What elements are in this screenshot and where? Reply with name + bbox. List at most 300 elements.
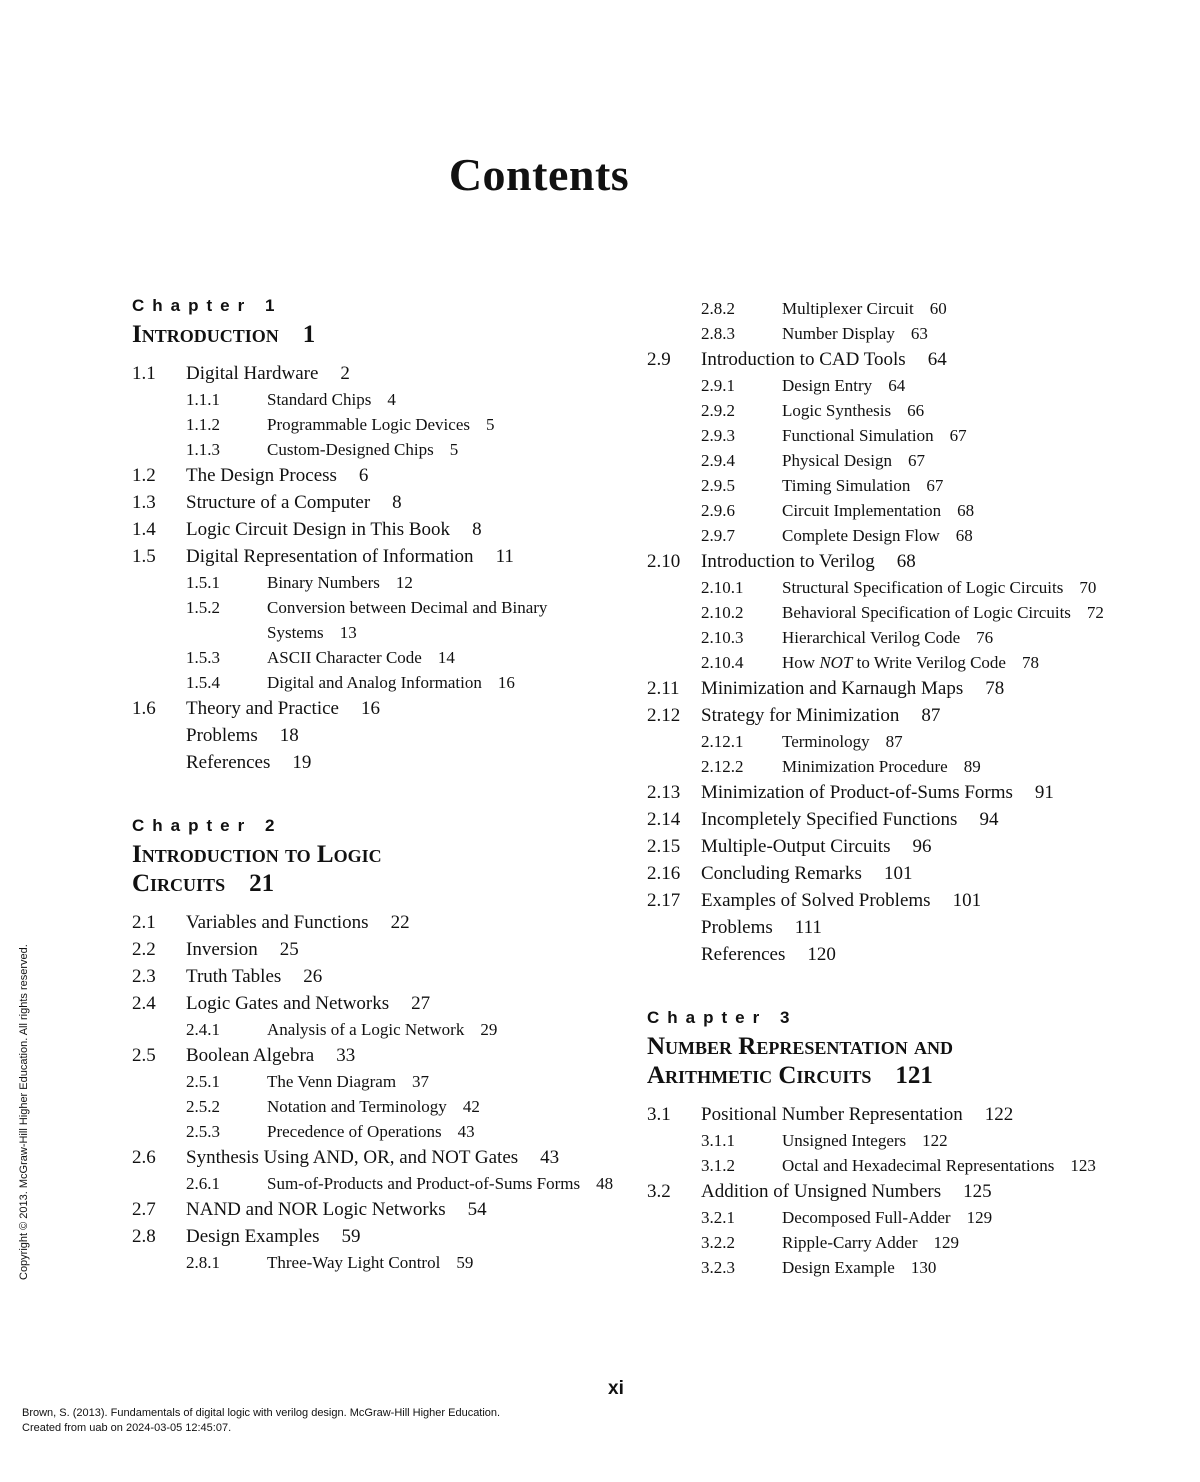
section-number: 2.16	[647, 863, 681, 884]
section-number: 1.4	[132, 519, 156, 540]
toc-entry[interactable]	[132, 909, 632, 936]
section-title: Boolean Algebra	[186, 1045, 315, 1066]
subsection-title: Notation and Terminology	[267, 1097, 447, 1116]
subsection-number: 2.10.2	[701, 603, 744, 622]
section-title: The Design Process	[186, 465, 337, 486]
subsection-number: 3.1.2	[701, 1156, 735, 1175]
section-number: 1.2	[132, 465, 156, 486]
subsection-page-number: 129	[933, 1233, 959, 1252]
subsection-text	[782, 1205, 1147, 1230]
subsection-number: 2.9.4	[701, 451, 735, 470]
subsection-page-number: 13	[339, 623, 357, 642]
subsection-title: Three-Way Light Control	[267, 1253, 441, 1272]
subsection-title: ASCII Character Code	[267, 648, 422, 667]
toc-subentry[interactable]	[132, 645, 632, 670]
subsection-number: 2.10.4	[701, 653, 744, 672]
subsection-page-number: 87	[885, 732, 903, 751]
section-page-number: 8	[392, 492, 402, 513]
chapter-label: Chapter 3	[647, 1008, 798, 1027]
subsection-title: Custom-Designed Chips	[267, 440, 434, 459]
subsection-text	[782, 523, 1147, 548]
toc-subentry[interactable]	[132, 412, 632, 437]
section-page-number: 120	[807, 944, 836, 965]
section-text	[701, 887, 1147, 914]
subsection-number: 2.8.3	[701, 324, 735, 343]
section-title: Multiple-Output Circuits	[701, 836, 891, 857]
subsection-title: Complete Design Flow	[782, 526, 940, 545]
toc-entry[interactable]	[647, 1178, 1147, 1205]
subsection-text	[782, 1255, 1147, 1280]
toc-entry[interactable]	[647, 941, 1147, 968]
subsection-number: 2.5.3	[186, 1122, 220, 1141]
section-text	[701, 914, 1147, 941]
chapter-title-text: Circuits	[132, 870, 226, 897]
section-page-number: 16	[360, 698, 380, 719]
chapter-title-text: Number Representation and	[647, 1033, 953, 1060]
subsection-page-number: 37	[412, 1072, 430, 1091]
subsection-title: Circuit Implementation	[782, 501, 942, 520]
toc-subentry[interactable]	[647, 575, 1147, 600]
chapter-title-text: Introduction	[132, 321, 279, 348]
toc-subentry[interactable]	[647, 729, 1147, 754]
section-title: Logic Circuit Design in This Book	[186, 519, 451, 540]
section-page-number: 78	[985, 678, 1005, 699]
section-text	[186, 695, 632, 722]
subsection-page-number: 66	[907, 401, 925, 420]
subsection-number: 2.6.1	[186, 1174, 220, 1193]
subsection-text	[267, 1250, 632, 1275]
toc-subentry[interactable]	[647, 625, 1147, 650]
subsection-title: The Venn Diagram	[267, 1072, 397, 1091]
subsection-text	[782, 498, 1147, 523]
subsection-title: Unsigned Integers	[782, 1131, 907, 1150]
subsection-page-number: 43	[457, 1122, 475, 1141]
subsection-title: Ripple-Carry Adder	[782, 1233, 918, 1252]
section-number: 2.1	[132, 912, 156, 933]
toc-subentry[interactable]	[647, 1230, 1147, 1255]
toc-entry[interactable]	[132, 489, 632, 516]
toc-subentry[interactable]	[647, 296, 1147, 321]
section-number: 2.17	[647, 890, 681, 911]
subsection-number: 1.1.3	[186, 440, 220, 459]
toc-subentry[interactable]	[647, 523, 1147, 548]
subsection-text	[782, 1230, 1147, 1255]
section-page-number: 19	[292, 752, 312, 773]
subsection-text	[267, 645, 632, 670]
toc-subentry[interactable]	[647, 473, 1147, 498]
page-number: xi	[608, 1378, 624, 1399]
toc-subentry[interactable]	[132, 570, 632, 595]
subsection-page-number: 67	[926, 476, 944, 495]
subsection-text	[782, 575, 1147, 600]
toc-entry[interactable]	[132, 1223, 632, 1250]
subsection-number: 2.9.5	[701, 476, 735, 495]
subsection-text	[782, 473, 1147, 498]
toc-subentry[interactable]	[647, 423, 1147, 448]
chapter-label: Chapter 1	[132, 296, 283, 315]
subsection-page-number: 16	[497, 673, 515, 692]
section-title: Structure of a Computer	[186, 492, 371, 513]
section-page-number: 94	[979, 809, 999, 830]
section-page-number: 64	[927, 349, 947, 370]
chapter-title[interactable]	[132, 840, 632, 898]
toc-subentry[interactable]	[647, 650, 1147, 675]
toc-subentry[interactable]	[647, 1205, 1147, 1230]
toc-entry[interactable]	[647, 548, 1147, 575]
subsection-page-number: 68	[957, 501, 975, 520]
toc-entry[interactable]	[132, 695, 632, 722]
section-title: Truth Tables	[186, 966, 282, 987]
subsection-text	[267, 1119, 632, 1144]
subsection-text	[782, 296, 1147, 321]
subsection-title: Timing Simulation	[782, 476, 911, 495]
toc-entry[interactable]	[132, 963, 632, 990]
chapter-title-line	[132, 320, 632, 349]
subsection-page-number: 67	[949, 426, 967, 445]
subsection-page-number: 42	[462, 1097, 480, 1116]
chapter-page-number: 1	[302, 321, 316, 348]
section-page-number: 59	[341, 1226, 361, 1247]
section-number: 2.2	[132, 939, 156, 960]
section-page-number: 11	[495, 546, 514, 567]
subsection-text	[267, 1017, 632, 1042]
toc-entry[interactable]	[132, 749, 632, 776]
toc-subentry[interactable]	[132, 437, 632, 462]
chapter-heading	[132, 296, 632, 776]
toc-subentry[interactable]	[647, 1255, 1147, 1280]
chapter-title[interactable]	[647, 1032, 1147, 1090]
toc-entry[interactable]	[132, 936, 632, 963]
source-citation-line: Created from uab on 2024-03-05 12:45:07.	[22, 1422, 232, 1434]
toc-subentry[interactable]	[647, 498, 1147, 523]
section-title: Introduction to CAD Tools	[701, 349, 906, 370]
section-page-number: 91	[1034, 782, 1054, 803]
subsection-number: 2.9.1	[701, 376, 735, 395]
toc-subentry[interactable]	[132, 595, 632, 645]
subsection-text	[267, 412, 632, 437]
subsection-number: 2.12.2	[701, 757, 744, 776]
section-text	[186, 1042, 632, 1069]
toc-subentry[interactable]	[132, 1069, 632, 1094]
subsection-title: Sum-of-Products and Product-of-Sums Forms	[267, 1174, 581, 1193]
section-text	[186, 360, 632, 387]
section-title: Introduction to Verilog	[701, 551, 875, 572]
subsection-number: 1.5.1	[186, 573, 220, 592]
section-number	[132, 749, 186, 776]
toc-entry[interactable]	[132, 1042, 632, 1069]
subsection-text	[782, 373, 1147, 398]
section-number: 1.3	[132, 492, 156, 513]
subsection-page-number: 70	[1079, 578, 1097, 597]
subsection-text	[267, 437, 632, 462]
subsection-text	[782, 1153, 1147, 1178]
toc-entry[interactable]	[647, 346, 1147, 373]
toc-entry[interactable]	[647, 779, 1147, 806]
section-title: Examples of Solved Problems	[701, 890, 931, 911]
toc-entry[interactable]	[647, 860, 1147, 887]
section-number	[647, 941, 701, 968]
subsection-page-number: 4	[387, 390, 396, 409]
subsection-title: Minimization Procedure	[782, 757, 948, 776]
section-text	[186, 749, 632, 776]
subsection-number: 2.8.1	[186, 1253, 220, 1272]
subsection-title: Design Example	[782, 1258, 895, 1277]
section-title: Digital Hardware	[186, 363, 319, 384]
section-text	[186, 990, 632, 1017]
subsection-number: 2.9.7	[701, 526, 735, 545]
section-text	[701, 806, 1147, 833]
toc-subentry[interactable]	[132, 670, 632, 695]
subsection-text	[267, 387, 632, 412]
subsection-number: 1.5.2	[186, 598, 220, 617]
subsection-text	[267, 1069, 632, 1094]
subsection-page-number: 59	[456, 1253, 474, 1272]
toc-column-left	[132, 296, 632, 1275]
toc-entry[interactable]	[132, 462, 632, 489]
toc-subentry[interactable]	[647, 448, 1147, 473]
section-title: Problems	[186, 725, 258, 746]
section-page-number: 87	[921, 705, 941, 726]
chapter-title-line	[132, 840, 632, 869]
chapter-title-line	[647, 1061, 1147, 1090]
section-page-number: 33	[336, 1045, 356, 1066]
section-page-number: 101	[952, 890, 982, 911]
subsection-text	[782, 754, 1147, 779]
subsection-page-number: 5	[449, 440, 459, 459]
copyright-notice: Copyright © 2013. McGraw-Hill Higher Education. All rights reserved.	[18, 944, 30, 1280]
subsection-number: 1.1.1	[186, 390, 220, 409]
subsection-title: Multiplexer Circuit	[782, 299, 914, 318]
chapter-title[interactable]	[132, 320, 632, 349]
subsection-number: 3.2.3	[701, 1258, 735, 1277]
section-page-number: 8	[472, 519, 482, 540]
section-text	[701, 675, 1147, 702]
toc-subentry[interactable]	[132, 1119, 632, 1144]
subsection-title: Physical Design	[782, 451, 893, 470]
section-page-number: 101	[883, 863, 913, 884]
subsection-page-number: 67	[908, 451, 926, 470]
section-page-number: 2	[340, 363, 350, 384]
section-text	[701, 1178, 1147, 1205]
subsection-text	[267, 1171, 632, 1196]
subsection-title: Precedence of Operations	[267, 1122, 442, 1141]
toc-entry[interactable]	[647, 833, 1147, 860]
subsection-title: Logic Synthesis	[782, 401, 892, 420]
section-text	[186, 936, 632, 963]
toc-entry[interactable]	[132, 516, 632, 543]
toc-subentry[interactable]	[132, 1171, 632, 1196]
toc-entry[interactable]	[647, 806, 1147, 833]
toc-entry[interactable]	[132, 360, 632, 387]
toc-subentry[interactable]	[647, 754, 1147, 779]
section-number: 2.6	[132, 1147, 156, 1168]
subsection-number: 3.2.2	[701, 1233, 735, 1252]
subsection-title: Programmable Logic Devices	[267, 415, 470, 434]
section-text	[701, 860, 1147, 887]
subsection-title: Behavioral Specification of Logic Circuits	[782, 603, 1071, 622]
section-title: Minimization of Product-of-Sums Forms	[701, 782, 1013, 803]
subsection-title: Terminology	[782, 732, 870, 751]
subsection-title: Structural Specification of Logic Circuits	[782, 578, 1064, 597]
subsection-title: How NOT to Write Verilog Code	[782, 653, 1006, 672]
section-number: 2.11	[647, 678, 680, 699]
subsection-page-number: 29	[480, 1020, 498, 1039]
section-text	[186, 1144, 632, 1171]
chapter-title-line	[132, 869, 632, 898]
subsection-number: 2.9.6	[701, 501, 735, 520]
subsection-text	[267, 670, 632, 695]
subsection-number: 2.12.1	[701, 732, 744, 751]
subsection-page-number: 5	[486, 415, 495, 434]
toc-entry[interactable]	[132, 1144, 632, 1171]
subsection-page-number: 12	[395, 573, 413, 592]
section-number: 2.12	[647, 705, 681, 726]
chapter-page-number: 21	[249, 870, 275, 897]
subsection-text	[782, 321, 1147, 346]
subsection-title: Functional Simulation	[782, 426, 934, 445]
section-title: Design Examples	[186, 1226, 320, 1247]
toc-subentry[interactable]	[132, 387, 632, 412]
subsection-title: Decomposed Full-Adder	[782, 1208, 951, 1227]
section-page-number: 111	[794, 917, 822, 938]
section-number: 2.8	[132, 1226, 156, 1247]
section-number: 2.14	[647, 809, 681, 830]
subsection-title: Binary Numbers	[267, 573, 380, 592]
section-title: Theory and Practice	[186, 698, 339, 719]
section-number: 2.10	[647, 551, 681, 572]
section-title: Synthesis Using AND, OR, and NOT Gates	[186, 1147, 519, 1168]
section-title: Minimization and Karnaugh Maps	[701, 678, 964, 699]
section-title: Inversion	[186, 939, 258, 960]
section-page-number: 54	[467, 1199, 487, 1220]
subsection-page-number: 60	[929, 299, 947, 318]
section-title: Digital Representation of Information	[186, 546, 474, 567]
section-page-number: 22	[390, 912, 410, 933]
toc-entry[interactable]	[647, 675, 1147, 702]
section-title: NAND and NOR Logic Networks	[186, 1199, 446, 1220]
section-page-number: 122	[984, 1104, 1014, 1125]
chapter-heading	[647, 1008, 1147, 1280]
subsection-text	[267, 570, 632, 595]
subsection-text	[782, 600, 1147, 625]
subsection-page-number: 89	[963, 757, 981, 776]
subsection-number: 2.10.3	[701, 628, 744, 647]
toc-entry[interactable]	[647, 914, 1147, 941]
page-title: Contents	[448, 149, 630, 200]
subsection-text	[782, 1128, 1147, 1153]
section-page-number: 27	[411, 993, 431, 1014]
subsection-title: Number Display	[782, 324, 895, 343]
subsection-number: 2.8.2	[701, 299, 735, 318]
chapter-title-text: Arithmetic Circuits	[647, 1062, 872, 1089]
subsection-title: Digital and Analog Information	[267, 673, 482, 692]
subsection-text	[782, 448, 1147, 473]
section-page-number: 125	[963, 1181, 992, 1202]
toc-entry[interactable]	[132, 543, 632, 570]
subsection-number: 2.5.2	[186, 1097, 220, 1116]
subsection-page-number: 122	[922, 1131, 948, 1150]
section-text	[701, 702, 1147, 729]
toc-subentry[interactable]	[647, 373, 1147, 398]
section-number: 1.1	[132, 363, 156, 384]
section-number: 2.7	[132, 1199, 156, 1220]
section-number: 2.4	[132, 993, 156, 1014]
chapter-title-line	[647, 1032, 1147, 1061]
section-text	[186, 516, 632, 543]
toc-subentry[interactable]	[647, 398, 1147, 423]
toc-column-right	[647, 296, 1147, 1280]
section-page-number: 6	[358, 465, 369, 486]
toc-entry[interactable]	[132, 722, 632, 749]
subsection-text	[782, 398, 1147, 423]
subsection-number: 1.5.4	[186, 673, 220, 692]
section-title: Problems	[701, 917, 773, 938]
toc-subentry[interactable]	[132, 1250, 632, 1275]
toc-entry[interactable]	[647, 702, 1147, 729]
subsection-text	[782, 423, 1147, 448]
subsection-page-number: 64	[888, 376, 906, 395]
subsection-title: Analysis of a Logic Network	[267, 1020, 465, 1039]
toc-subentry[interactable]	[132, 1094, 632, 1119]
section-text	[186, 909, 632, 936]
toc-subentry[interactable]	[647, 1153, 1147, 1178]
toc-subentry[interactable]	[132, 1017, 632, 1042]
section-text	[701, 779, 1147, 806]
toc-entry[interactable]	[647, 887, 1147, 914]
section-text	[186, 1196, 632, 1223]
section-page-number: 18	[279, 725, 299, 746]
section-number: 2.3	[132, 966, 156, 987]
section-title: Positional Number Representation	[701, 1104, 963, 1125]
subsection-text	[782, 625, 1147, 650]
subsection-number: 2.10.1	[701, 578, 744, 597]
section-number: 1.5	[132, 546, 156, 567]
subsection-title: Standard Chips	[267, 390, 372, 409]
subsection-number: 1.1.2	[186, 415, 220, 434]
section-number: 2.5	[132, 1045, 156, 1066]
section-text	[701, 346, 1147, 373]
section-text	[186, 963, 632, 990]
section-number	[647, 914, 701, 941]
toc-entry[interactable]	[132, 1196, 632, 1223]
toc-subentry[interactable]	[647, 321, 1147, 346]
subsection-page-number: 76	[976, 628, 994, 647]
section-text	[186, 543, 632, 570]
subsection-title: Conversion between Decimal and Binary Systems	[267, 598, 548, 642]
section-number: 1.6	[132, 698, 156, 719]
section-number: 2.9	[647, 349, 671, 370]
toc-subentry[interactable]	[647, 600, 1147, 625]
toc-subentry[interactable]	[647, 1128, 1147, 1153]
source-citation	[22, 1406, 500, 1436]
section-text	[186, 722, 632, 749]
section-title: Concluding Remarks	[701, 863, 862, 884]
section-text	[701, 833, 1147, 860]
subsection-page-number: 130	[910, 1258, 937, 1277]
subsection-number: 2.9.2	[701, 401, 735, 420]
section-title: References	[701, 944, 786, 965]
section-text	[701, 1101, 1147, 1128]
toc-entry[interactable]	[132, 990, 632, 1017]
subsection-page-number: 72	[1086, 603, 1104, 622]
subsection-title: Octal and Hexadecimal Representations	[782, 1156, 1055, 1175]
chapter-heading	[132, 816, 632, 1275]
toc-entry[interactable]	[647, 1101, 1147, 1128]
subsection-page-number: 78	[1021, 653, 1039, 672]
subsection-number: 2.5.1	[186, 1072, 220, 1091]
section-text	[701, 941, 1147, 968]
chapter-label: Chapter 2	[132, 816, 283, 835]
